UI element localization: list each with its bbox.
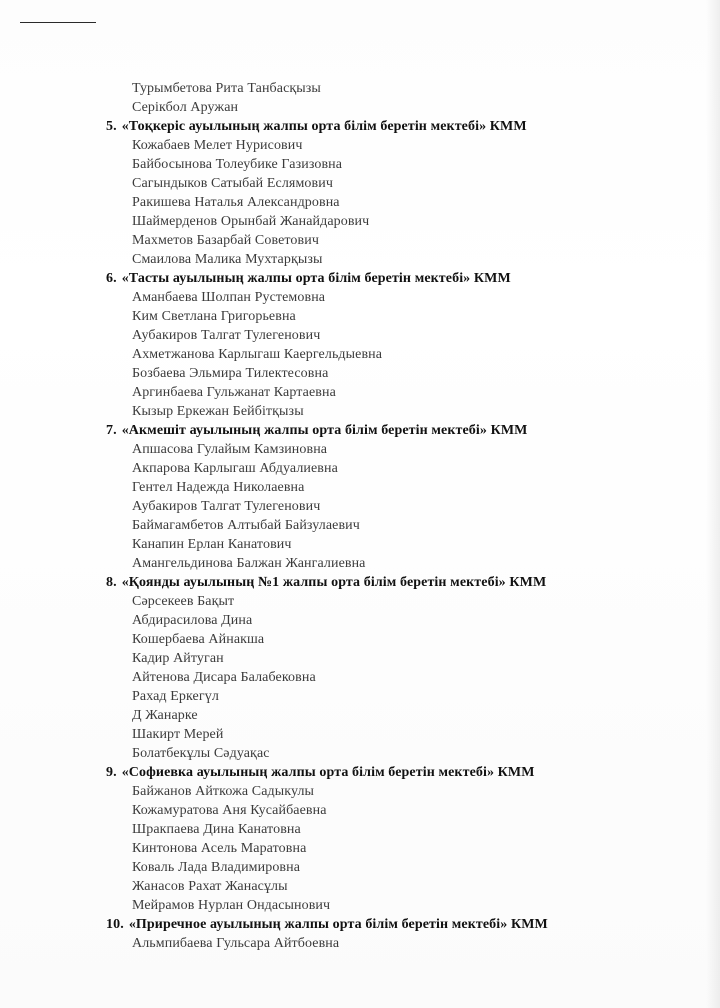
staff-name: Байжанов Айткожа Садыкулы — [132, 784, 315, 799]
staff-name: Апшасова Гулайым Камзиновна — [132, 442, 328, 457]
section-number: 7. — [106, 423, 117, 438]
staff-name: Смаилова Малика Мухтарқызы — [132, 252, 323, 267]
section-heading — [106, 117, 706, 136]
staff-name: Байбосынова Толеубике Газизовна — [132, 157, 343, 172]
staff-name: Абдирасилова Дина — [132, 613, 253, 628]
staff-name: Шаймерденов Орынбай Жанайдарович — [132, 214, 370, 229]
staff-name: Кадир Айтуган — [132, 651, 224, 666]
section-title: «Софиевка ауылының жалпы орта білім беретін мектебі» КММ — [121, 765, 535, 780]
staff-name: Аманбаева Шолпан Рустемовна — [132, 290, 326, 305]
staff-name: Д Жанарке — [132, 708, 198, 723]
staff-name: Аубакиров Талгат Тулегенович — [132, 328, 321, 343]
section-heading — [106, 573, 706, 592]
staff-name: Ахметжанова Карлыгаш Каергельдыевна — [132, 347, 383, 362]
staff-name: Аубакиров Талгат Тулегенович — [132, 499, 321, 514]
staff-name: Бозбаева Эльмира Тилектесовна — [132, 366, 329, 381]
staff-name: Коваль Лада Владимировна — [132, 860, 301, 875]
page-edge-shadow — [706, 0, 720, 1008]
staff-name: Кожамуратова Аня Кусайбаевна — [132, 803, 327, 818]
staff-name: Кинтонова Асель Маратовна — [132, 841, 307, 856]
staff-name: Серікбол Аружан — [132, 100, 239, 115]
staff-name: Жанасов Рахат Жанасұлы — [132, 879, 288, 894]
staff-name: Амангельдинова Балжан Жангалиевна — [132, 556, 366, 571]
section-number: 8. — [106, 575, 117, 590]
section-number: 5. — [106, 119, 117, 134]
section-title: «Тоқкеріс ауылының жалпы орта білім беретін мектебі» КММ — [121, 119, 527, 134]
staff-name: Айтенова Дисара Балабековна — [132, 670, 316, 685]
staff-name: Мейрамов Нурлан Ондасынович — [132, 898, 331, 913]
staff-name: Кызыр Еркежан Бейбітқызы — [132, 404, 304, 419]
section-title: «Приречное ауылының жалпы орта білім беретін мектебі» КММ — [128, 917, 548, 932]
section-heading — [106, 421, 706, 440]
staff-name: Шракпаева Дина Канатовна — [132, 822, 301, 837]
staff-name: Шакирт Мерей — [132, 727, 224, 742]
section-heading — [106, 269, 706, 288]
school-staff-list — [106, 79, 706, 953]
section-heading — [106, 915, 706, 934]
staff-name: Сәрсекеев Бақыт — [132, 594, 235, 609]
staff-name: Рахад Еркегүл — [132, 689, 219, 704]
staff-name: Баймагамбетов Алтыбай Байзулаевич — [132, 518, 360, 533]
staff-name: Сагындыков Сатыбай Еслямович — [132, 176, 333, 191]
staff-name: Кошербаева Айнакша — [132, 632, 265, 647]
staff-name: Акпарова Карлыгаш Абдуалиевна — [132, 461, 338, 476]
section-number: 6. — [106, 271, 117, 286]
section-number: 10. — [106, 917, 124, 932]
section-title: «Акмешіт ауылының жалпы орта білім беретін мектебі» КММ — [121, 423, 528, 438]
staff-name: Ракишева Наталья Александровна — [132, 195, 340, 210]
staff-name: Альмпибаева Гульсара Айтбоевна — [132, 936, 340, 951]
section-title: «Қоянды ауылының №1 жалпы орта білім беретін мектебі» КММ — [121, 575, 547, 590]
staff-name: Канапин Ерлан Канатович — [132, 537, 292, 552]
staff-name: Болатбекұлы Сәдуақас — [132, 746, 270, 761]
staff-name: Турымбетова Рита Танбасқызы — [132, 81, 321, 96]
staff-name: Ким Светлана Григорьевна — [132, 309, 296, 324]
section-heading — [106, 763, 706, 782]
staff-name: Кожабаев Мелет Нурисович — [132, 138, 303, 153]
staff-name: Аргинбаева Гульжанат Картаевна — [132, 385, 336, 400]
section-title: «Тасты ауылының жалпы орта білім беретін мектебі» КММ — [121, 271, 511, 286]
section-number: 9. — [106, 765, 117, 780]
staff-name: Гентел Надежда Николаевна — [132, 480, 305, 495]
header-rule — [20, 22, 96, 23]
staff-name: Махметов Базарбай Советович — [132, 233, 319, 248]
